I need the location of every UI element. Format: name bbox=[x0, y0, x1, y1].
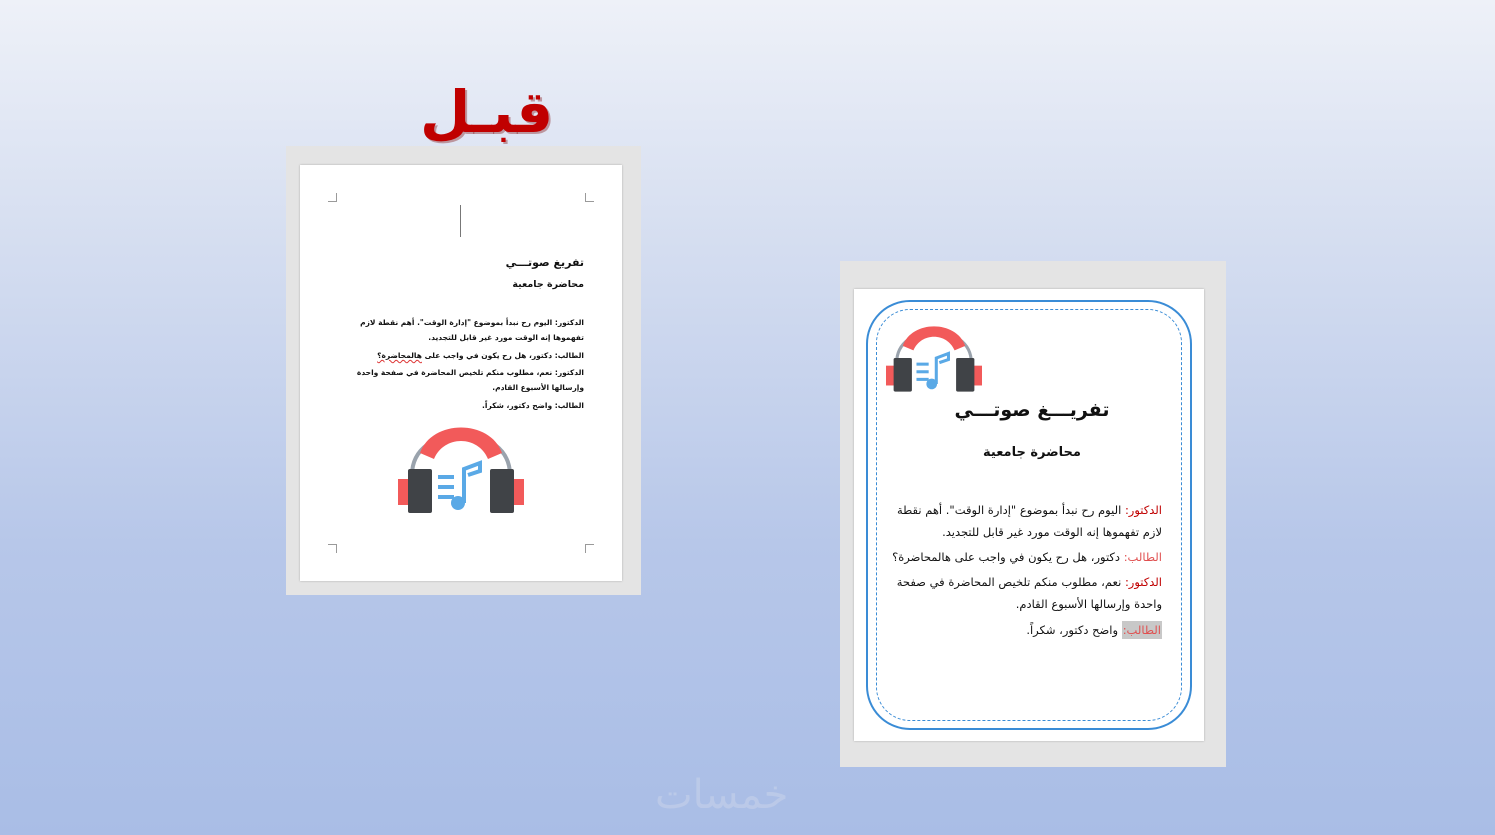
margin-corner-mark bbox=[585, 193, 594, 202]
before-paragraph: الدكتور: اليوم رح نبدأ بموضوع "إدارة الوقت". أهم نقطة لازم تفهموها إنه الوقت مورد غير قابل للتجديد. bbox=[360, 318, 584, 342]
speaker-name: الدكتور: bbox=[1124, 575, 1162, 589]
margin-corner-mark bbox=[328, 544, 337, 553]
before-paragraph-text: الطالب: دكتور، هل رح يكون في واجب على bbox=[424, 351, 584, 360]
after-page bbox=[854, 289, 1204, 741]
dialogue-text: دكتور، هل رح يكون في واجب على هالمحاضرة؟ bbox=[892, 550, 1121, 564]
before-subtitle: محاضرة جامعية bbox=[512, 279, 584, 290]
before-label: قبـل bbox=[420, 78, 554, 146]
dialogue-text: اليوم رح نبدأ بموضوع "إدارة الوقت". أهم نقطة لازم تفهموها إنه الوقت مورد غير قابل للتجديد. bbox=[896, 503, 1162, 539]
headphones-music-icon bbox=[886, 315, 982, 395]
dialogue-line bbox=[892, 619, 1162, 641]
dialogue-text: واضح دكتور، شكراً. bbox=[1026, 623, 1119, 637]
before-document-frame bbox=[286, 146, 641, 595]
speaker-name: الدكتور: bbox=[1124, 503, 1162, 517]
dialogue-line bbox=[892, 571, 1162, 615]
dialogue-line bbox=[892, 499, 1162, 543]
spelling-marked-word: هالمحاضرة؟ bbox=[377, 351, 422, 360]
after-document-frame bbox=[840, 261, 1226, 767]
after-title: تفريـــغ صوتـــي bbox=[954, 399, 1110, 421]
dialogue-text: نعم، مطلوب منكم تلخيص المحاضرة في صفحة واحدة وإرسالها الأسبوع القادم. bbox=[896, 575, 1162, 611]
after-subtitle: محاضرة جامعية bbox=[983, 445, 1081, 460]
speaker-name: الطالب: bbox=[1123, 550, 1162, 564]
before-paragraph bbox=[334, 348, 584, 363]
watermark: خمسات bbox=[655, 772, 789, 818]
dialogue-line bbox=[892, 546, 1162, 568]
before-paragraph: الطالب: واضح دكتور، شكراً. bbox=[482, 401, 584, 410]
margin-corner-mark bbox=[328, 193, 337, 202]
before-title: تفريغ صوتـــي bbox=[505, 256, 584, 269]
text-cursor bbox=[460, 205, 461, 237]
before-page bbox=[300, 165, 622, 581]
before-paragraph: الدكتور: نعم، مطلوب منكم تلخيص المحاضرة في صفحة واحدة وإرسالها الأسبوع القادم. bbox=[356, 368, 584, 392]
headphones-music-icon bbox=[398, 413, 524, 517]
speaker-name-highlighted: الطالب: bbox=[1122, 623, 1161, 637]
margin-corner-mark bbox=[585, 544, 594, 553]
